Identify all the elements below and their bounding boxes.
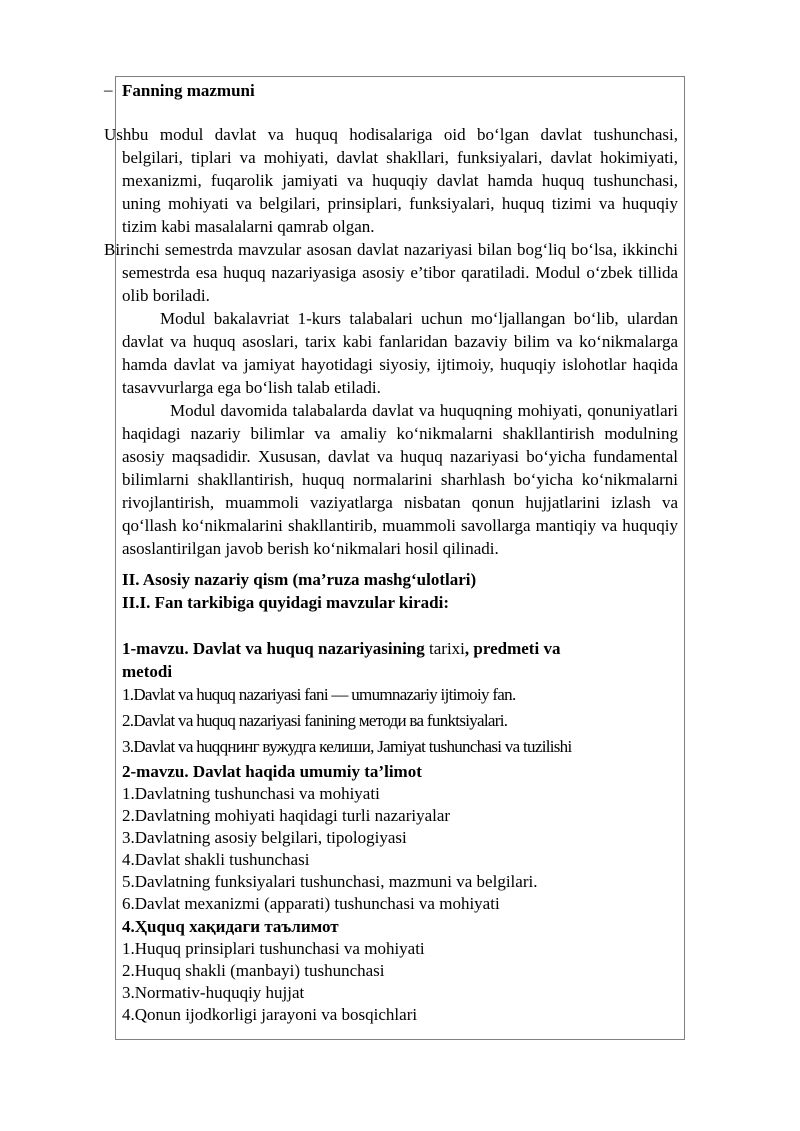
topic4-item: 4.Qonun ijodkorligi jarayoni va bosqichlari: [122, 1005, 418, 1024]
topic2-item: 1.Davlatning tushunchasi va mohiyati: [122, 784, 380, 803]
topic1-name-subject: , predmeti va: [464, 639, 561, 658]
intro-paragraph-3: Modul bakalavriat 1-kurs talabalari uchun mo‘ljallangan bo‘lib, ulardan davlat va huquq asoslari, tarix kabi fanlaridan bazaviy bilim va ko‘nikmalarga hamda davlat va jamiyat hayotidagi siyosiy, ijtimoiy, huquqiy islohotlar haqida tasavvurlarga ega bo‘lish talab etiladi.: [122, 309, 678, 397]
topic1-item: 2.Davlat va huquq nazariyasi fanining методи ва funktsiyalari.: [122, 711, 508, 730]
topic4-title: 4.Ҳuquq хақидаги таълимот: [122, 917, 339, 936]
intro-paragraph-2: Birinchi semestrda mavzular asosan davlat nazariyasi bilan bog‘liq bo‘lsa, ikkinchi semestrda esa huquq nazariyasiga asosiy e’tibor qaratiladi. Modul o‘zbek tillida olib boriladi.: [104, 240, 678, 305]
topic2-item: 3.Davlatning asosiy belgilari, tipologiyasi: [122, 828, 407, 847]
topic1-item: 3.Davlat va huqqнинг вужудга келиши, Jamiyat tushunchasi va tuzilishi: [122, 737, 572, 756]
topic1-number: 1-mavzu.: [122, 639, 189, 658]
topic2-item: 4.Davlat shakli tushunchasi: [122, 850, 310, 869]
topic1-item: 1.Davlat va huquq nazariyasi fani — umumnazariy ijtimoiy fan.: [122, 685, 516, 704]
topic2-item: 5.Davlatning funksiyalari tushunchasi, mazmuni va belgilari.: [122, 872, 538, 891]
topic2-item: 2.Davlatning mohiyati haqidagi turli nazariyalar: [122, 806, 451, 825]
topic1-title: [122, 637, 678, 660]
topic1-name-part: Davlat va huquq nazariyasining: [188, 639, 430, 658]
topic2-title: 2-mavzu. Davlat haqida umumiy ta’limot: [122, 762, 422, 781]
section-heading: II. Asosiy nazariy qism (ma’ruza mashg‘ulotlari): [122, 570, 477, 589]
section-subheading: II.I. Fan tarkibiga quyidagi mavzular kiradi:: [122, 593, 449, 612]
topic2-item: 6.Davlat mexanizmi (apparati) tushunchasi va mohiyati: [122, 894, 500, 913]
topic4-item: 3.Normativ-huquqiy hujjat: [122, 983, 305, 1002]
document-content: [104, 78, 678, 1026]
topic1-title-continued: metodi: [122, 662, 173, 681]
topic4-item: 2.Huquq shakli (manbayi) tushunchasi: [122, 961, 385, 980]
section-title: Fanning mazmuni: [122, 81, 255, 100]
intro-paragraph-4: Modul davomida talabalarda davlat va huquqning mohiyati, qonuniyatlari haqidagi nazariy bilimlar va amaliy ko‘nikmalarni shakllantirish modulning asosiy maqsadidir. Xususan, davlat va huquq nazariyasi bo‘yicha fundamental bilimlarni shakllantirish, huquq normalarini sharhlash bo‘yicha ko‘nikmalarni rivojlantirish, muammoli vaziyatlarga nisbatan qonun hujjatlarini izlash va qo‘llash ko‘nikmalarini shakllantirib, muammoli savollarga mantiqiy va huquqiy asoslantirilgan javob berish ko‘nikmalari hosil qilinadi.: [122, 401, 678, 558]
intro-paragraph-1: Ushbu modul davlat va huquq hodisalariga oid bo‘lgan davlat tushunchasi, belgilari, tiplari va mohiyati, davlat shakllari, funksiyalari, davlat hokimiyati, mexanizmi, fuqarolik jamiyati va huquqiy davlat hamda huquq tushunchasi, uning mohiyati va belgilari, prinsiplari, funksiyalari, huquq tizimi va huquqiy tizim kabi masalalarni qamrab olgan.: [104, 125, 678, 236]
topic4-item: 1.Huquq prinsiplari tushunchasi va mohiyati: [122, 939, 425, 958]
topic1-name-history: tarixi: [429, 639, 465, 658]
dash-mark: –: [104, 80, 113, 99]
